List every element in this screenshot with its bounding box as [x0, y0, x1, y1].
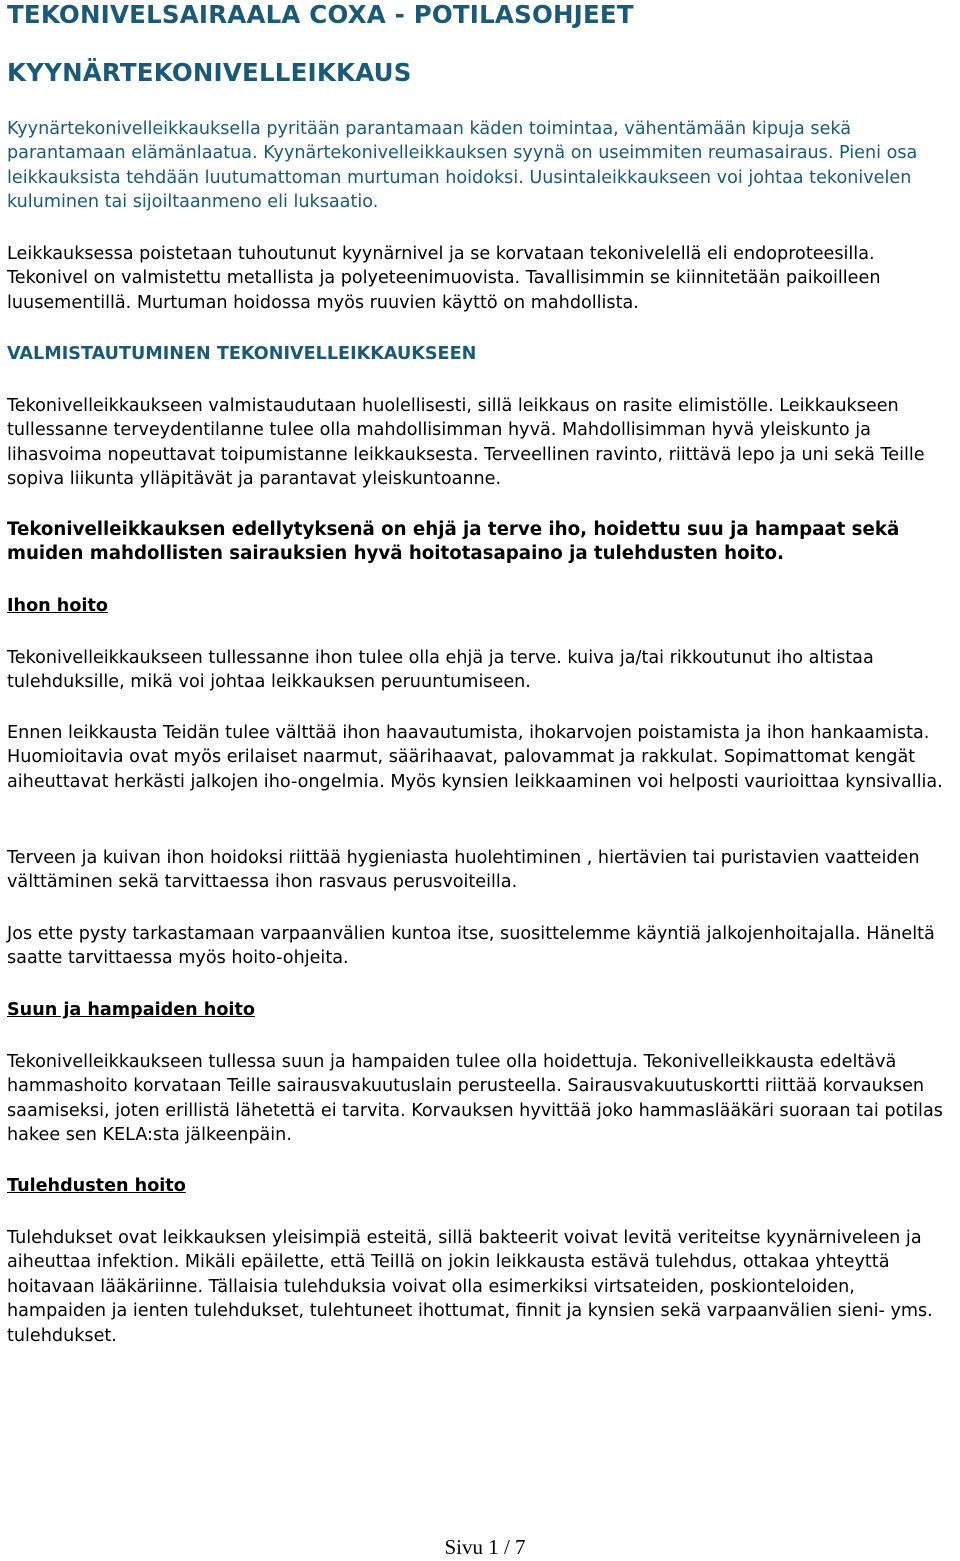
preparation-paragraph: Tekonivelleikkaukseen valmistaudutaan huolellisesti, sillä leikkaus on rasite elimistölle. Leikkaukseen tullessanne terveydentilanne tulee olla mahdollisimman hyvä. Mahdollisimman hyvä yleiskunto ja lihasvoima nopeuttavat toipumistanne leikkauksesta. Terveellinen ravinto, riittävä lepo ja uni sekä Teille sopiva liikunta ylläpitävät ja parantavat yleiskuntoanne. [7, 396, 925, 490]
document-subtitle: KYYNÄRTEKONIVELLEIKKAUS [7, 58, 412, 87]
infection-paragraph: Tulehdukset ovat leikkauksen yleisimpiä esteitä, sillä bakteerit voivat levitä veriteitse kyynärniveleen ja aiheuttaa infektion. Mikäli epäilette, että Teillä on jokin leikkausta estävä tulehdus, ottakaa yhteyttä hoitavaan lääkäriinne. Tällaisia tulehduksia voivat olla esimerkiksi virtsateiden, poskionteloiden, hampaiden ja ienten tulehdukset, tulehtuneet ihottumat, finnit ja kynsien sekä varpaanvälien sieni- yms. tulehdukset. [7, 1228, 933, 1346]
document-title: TEKONIVELSAIRAALA COXA - POTILASOHJEET [7, 0, 634, 29]
emphasis-paragraph: Tekonivelleikkauksen edellytyksenä on ehjä ja terve iho, hoidettu suu ja hampaat sekä muiden mahdollisten sairauksien hyvä hoitotasapaino ja tulehdusten hoito. [7, 519, 900, 565]
skin-paragraph-2: Ennen leikkausta Teidän tulee välttää ihon haavautumista, ihokarvojen poistamista ja ihon hankaamista. Huomioitavia ovat myös erilaiset naarmut, säärihaavat, palovammat ja rakkulat. Sopimattomat kengät aiheuttavat herkästi jalkojen iho-ongelmia. Myös kynsien leikkaaminen voi helposti vaurioittaa kynsivallia. [7, 723, 943, 792]
intro-paragraph-2: Leikkauksessa poistetaan tuhoutunut kyynärnivel ja se korvataan tekonivelellä eli endoproteesilla. Tekonivel on valmistettu metallista ja polyeteenimuovista. Tavallisimmin se kiinnitetään paikoilleen luusementillä. Murtuman hoidossa myös ruuvien käyttö on mahdollista. [7, 244, 881, 313]
mouth-paragraph: Tekonivelleikkaukseen tullessa suun ja hampaiden tulee olla hoidettuja. Tekonivelleikkausta edeltävä hammashoito korvataan Teille sairausvakuutuslain perusteella. Sairausvakuutuskortti riittää korvauksen saamiseksi, joten erillistä lähetettä ei tarvita. Korvauksen hyvittää joko hammaslääkäri suoraan tai potilas hakee sen KELA:sta jälkeenpäin. [7, 1052, 943, 1146]
skin-paragraph-1: Tekonivelleikkaukseen tullessanne ihon tulee olla ehjä ja terve. kuiva ja/tai rikkoutunut iho altistaa tulehduksille, mikä voi johtaa leikkauksen peruuntumiseen. [7, 648, 874, 693]
skin-paragraph-3: Terveen ja kuivan ihon hoidoksi riittää hygieniasta huolehtiminen , hiertävien tai puristavien vaatteiden välttäminen sekä tarvittaessa ihon rasvaus perusvoiteilla. [7, 848, 920, 893]
subheading-mouth-care: Suun ja hampaiden hoito [7, 1000, 255, 1020]
skin-paragraph-4: Jos ette pysty tarkastamaan varpaanvälien kuntoa itse, suosittelemme käyntiä jalkojenhoitajalla. Häneltä saatte tarvittaessa myös hoito-ohjeita. [7, 924, 935, 969]
section-heading-preparation: VALMISTAUTUMINEN TEKONIVELLEIKKAUKSEEN [7, 344, 477, 364]
subheading-skin-care: Ihon hoito [7, 596, 108, 616]
intro-paragraph-1: Kyynärtekonivelleikkauksella pyritään parantamaan käden toimintaa, vähentämään kipuja sekä parantamaan elämänlaatua. Kyynärtekonivelleikkauksen syynä on useimmiten reumasairaus. Pieni osa leikkauksista tehdään luutumattoman murtuman hoidoksi. Uusintaleikkaukseen voi johtaa tekonivelen kuluminen tai sijoiltaanmeno eli luksaatio. [7, 119, 918, 213]
subheading-infection-care: Tulehdusten hoito [7, 1176, 186, 1196]
page-number: Sivu 1 / 7 [444, 1535, 526, 1559]
